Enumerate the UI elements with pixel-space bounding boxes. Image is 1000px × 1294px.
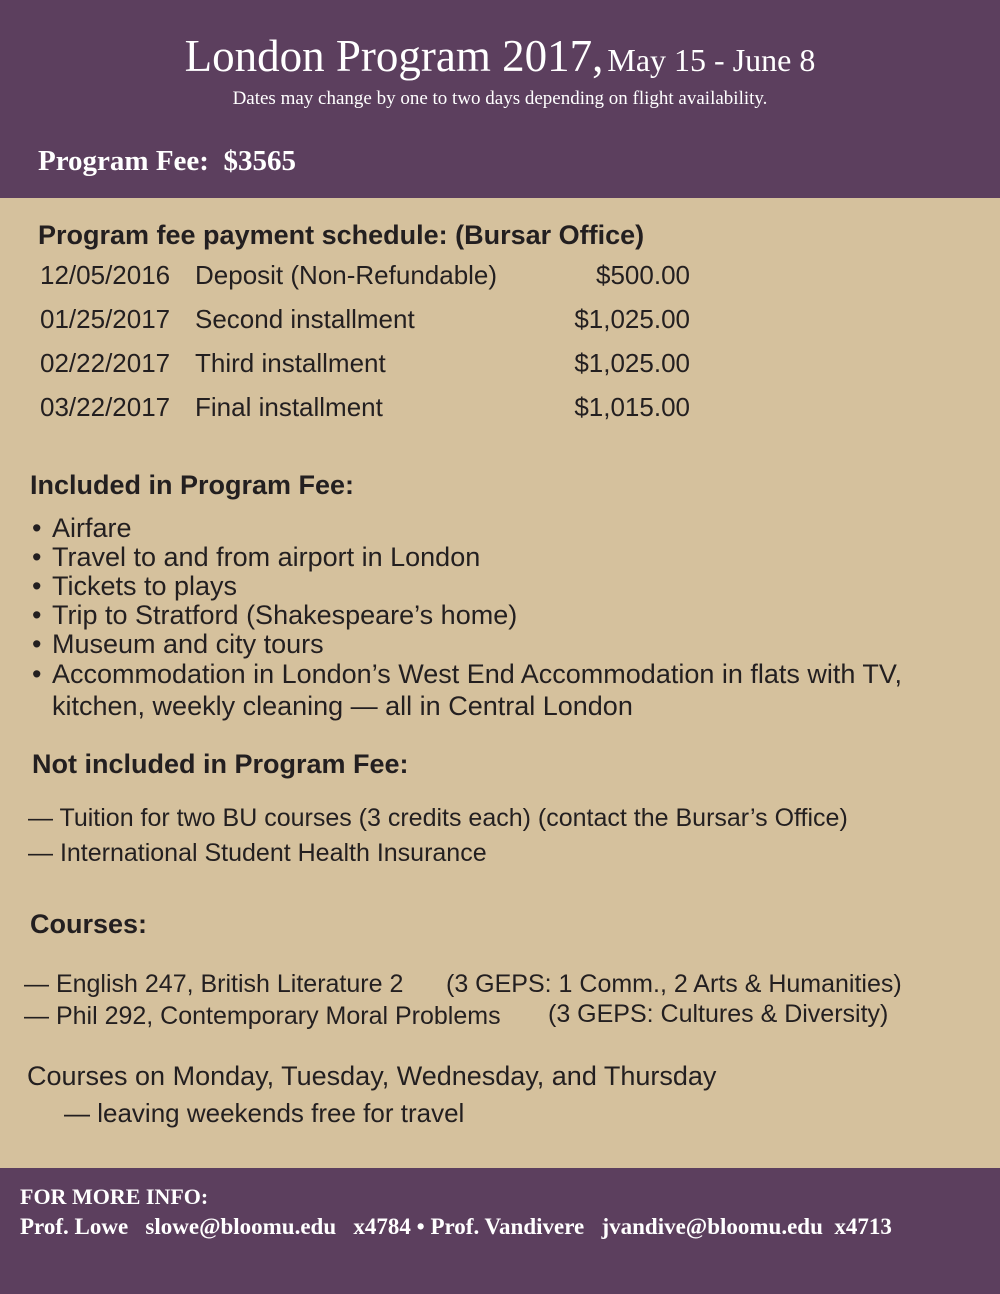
- title-main: London Program 2017,: [184, 31, 604, 81]
- schedule-row: [40, 392, 690, 432]
- schedule-desc: Third installment: [195, 348, 386, 378]
- content-area: [0, 198, 1000, 1168]
- schedule-date: 02/22/2017: [40, 348, 171, 378]
- bullet-marker: •: [32, 600, 42, 630]
- courses-heading: Courses:: [30, 909, 148, 939]
- schedule-date: 12/05/2016: [40, 260, 171, 290]
- course-geps: (3 GEPS: Cultures & Diversity): [548, 1000, 889, 1028]
- page-title: [0, 30, 1000, 82]
- bullet-marker: •: [32, 513, 42, 543]
- program-fee: [38, 145, 296, 178]
- schedule-date: 03/22/2017: [40, 392, 171, 422]
- included-item: Travel to and from airport in London: [52, 542, 481, 572]
- course-name: — English 247, British Literature 2: [24, 970, 404, 998]
- footer-heading: FOR MORE INFO:: [20, 1184, 209, 1209]
- schedule-amount: $500.00: [596, 260, 690, 290]
- schedule-desc: Second installment: [195, 304, 415, 334]
- bullet-marker: •: [32, 571, 42, 601]
- program-fee-value: $3565: [223, 145, 296, 177]
- included-item: Tickets to plays: [52, 571, 238, 601]
- included-item: Accommodation in London’s West End Accommodation in flats with TV, kitchen, weekly cleaning — all in Central London: [52, 659, 902, 721]
- dates-note: Dates may change by one to two days depending on flight availability.: [232, 88, 768, 109]
- not-included-heading: Not included in Program Fee:: [32, 749, 409, 779]
- included-heading: Included in Program Fee:: [30, 470, 355, 500]
- course-name: — Phil 292, Contemporary Moral Problems: [24, 1002, 501, 1030]
- schedule-date: 01/25/2017: [40, 304, 171, 334]
- footer-band: [0, 1168, 1000, 1294]
- schedule-amount: $1,025.00: [574, 348, 690, 378]
- schedule-heading: Program fee payment schedule: (Bursar Office): [38, 220, 645, 250]
- course-days-note: — leaving weekends free for travel: [64, 1098, 465, 1128]
- included-item: Museum and city tours: [52, 629, 324, 659]
- course-geps: (3 GEPS: 1 Comm., 2 Arts & Humanities): [446, 970, 902, 998]
- included-item: Trip to Stratford (Shakespeare’s home): [52, 600, 518, 630]
- header-band: [0, 0, 1000, 198]
- schedule-row: [40, 348, 690, 388]
- not-included-item: — Tuition for two BU courses (3 credits each) (contact the Bursar’s Office): [28, 804, 848, 832]
- schedule-row: [40, 304, 690, 344]
- schedule-desc: Final installment: [195, 392, 383, 422]
- title-dates: May 15 - June 8: [607, 42, 816, 78]
- footer-contacts: Prof. Lowe slowe@bloomu.edu x4784 • Prof. Vandivere jvandive@bloomu.edu x4713: [20, 1214, 892, 1239]
- bullet-marker: •: [32, 659, 42, 689]
- included-item: Airfare: [52, 513, 132, 543]
- bullet-marker: •: [32, 629, 42, 659]
- schedule-amount: $1,015.00: [574, 392, 690, 422]
- schedule-amount: $1,025.00: [574, 304, 690, 334]
- bullet-marker: •: [32, 542, 42, 572]
- schedule-row: [40, 260, 690, 300]
- program-fee-label: Program Fee:: [38, 145, 209, 177]
- not-included-item: — International Student Health Insurance: [28, 839, 487, 867]
- schedule-desc: Deposit (Non-Refundable): [195, 260, 498, 290]
- course-days: Courses on Monday, Tuesday, Wednesday, and Thursday: [27, 1061, 717, 1091]
